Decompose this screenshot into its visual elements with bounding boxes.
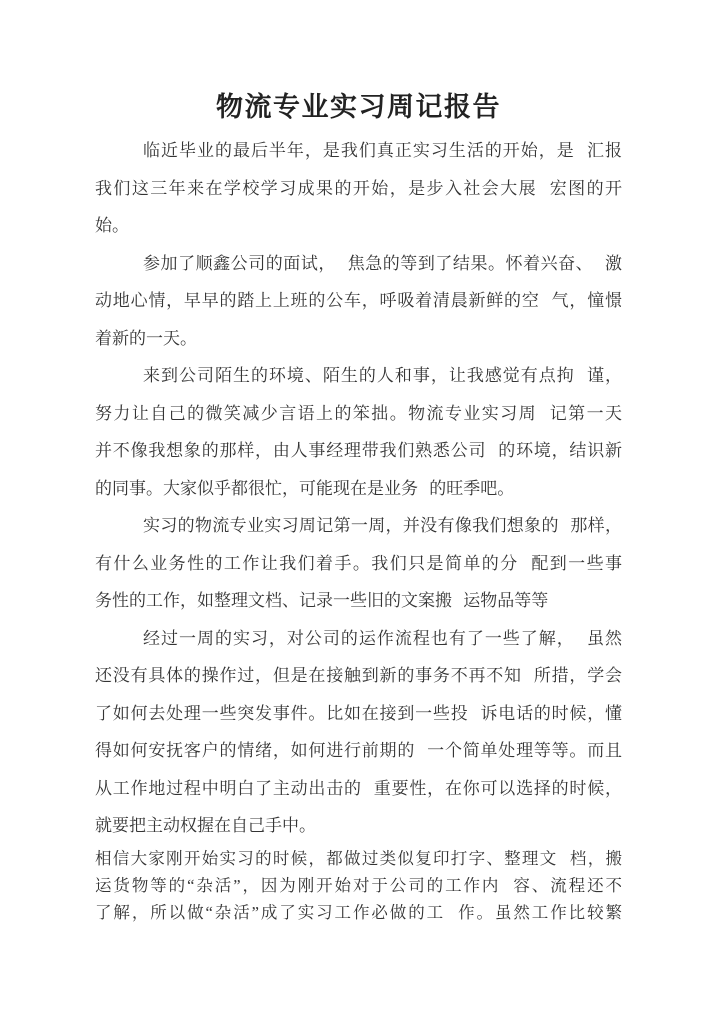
text-line: 我们这三年来在学校学习成果的开始，是步入社会大展 宏图的开 <box>95 178 622 198</box>
text-line: 还没有具体的操作过，但是在接触到新的事务不再不知 所措，学会 <box>95 666 622 685</box>
text-line: 就要把主动权握在自己手中。 <box>95 816 316 835</box>
paragraph <box>95 845 622 926</box>
text-line: 始。 <box>95 216 129 235</box>
paragraph <box>95 245 622 358</box>
text-line: 得如何安抚客户的情绪，如何进行前期的 一个简单处理等等。而且 <box>95 741 622 760</box>
text-line: 经过一周的实习，对公司的运作流程也有了一些了解， 虽然 <box>143 628 622 648</box>
text-line: 了如何去处理一些突发事件。比如在接到一些投 诉电话的时候，懂 <box>95 703 622 723</box>
paragraph <box>95 357 622 507</box>
text-line: 的同事。大家似乎都很忙，可能现在是业务 的旺季吧。 <box>95 478 515 498</box>
text-line: 有什么业务性的工作让我们着手。我们只是简单的分 配到一些事 <box>95 553 622 573</box>
text-line: 动地心情，早早的踏上上班的公车，呼吸着清晨新鲜的空 气，憧憬 <box>95 291 622 310</box>
paragraph <box>95 132 622 245</box>
text-line: 着新的一天。 <box>95 328 197 348</box>
page-content <box>95 0 622 926</box>
text-line: 来到公司陌生的环境、陌生的人和事，让我感觉有点拘 谨， <box>143 366 622 385</box>
text-line: 实习的物流专业实习周记第一周，并没有像我们想象的 那样， <box>143 516 622 535</box>
page-title: 物流专业实习周记报告 <box>216 92 501 122</box>
text-line: 务性的工作，如整理文档、记录一些旧的文案搬 运物品等等 <box>95 591 549 610</box>
paragraph <box>95 620 622 845</box>
text-line: 从工作地过程中明白了主动出击的 重要性，在你可以选择的时候， <box>95 778 622 798</box>
text-line: 运货物等的“杂活”，因为刚开始对于公司的工作内 容、流程还不 <box>95 875 622 895</box>
text-line: 临近毕业的最后半年，是我们真正实习生活的开始，是 汇报 <box>143 141 622 160</box>
document-body <box>95 132 622 926</box>
text-line: 并不像我想象的那样，由人事经理带我们熟悉公司 的环境，结识新 <box>95 441 622 460</box>
text-line: 了解，所以做“杂活”成了实习工作必做的工 作。虽然工作比较繁 <box>95 902 622 922</box>
paragraph <box>95 507 622 620</box>
text-line: 相信大家刚开始实习的时候，都做过类似复印打字、整理文 档，搬 <box>95 848 622 868</box>
text-line: 努力让自己的微笑减少言语上的笨拙。物流专业实习周 记第一天 <box>95 403 622 423</box>
text-line: 参加了顺鑫公司的面试， 焦急的等到了结果。怀着兴奋、 激 <box>143 253 622 273</box>
